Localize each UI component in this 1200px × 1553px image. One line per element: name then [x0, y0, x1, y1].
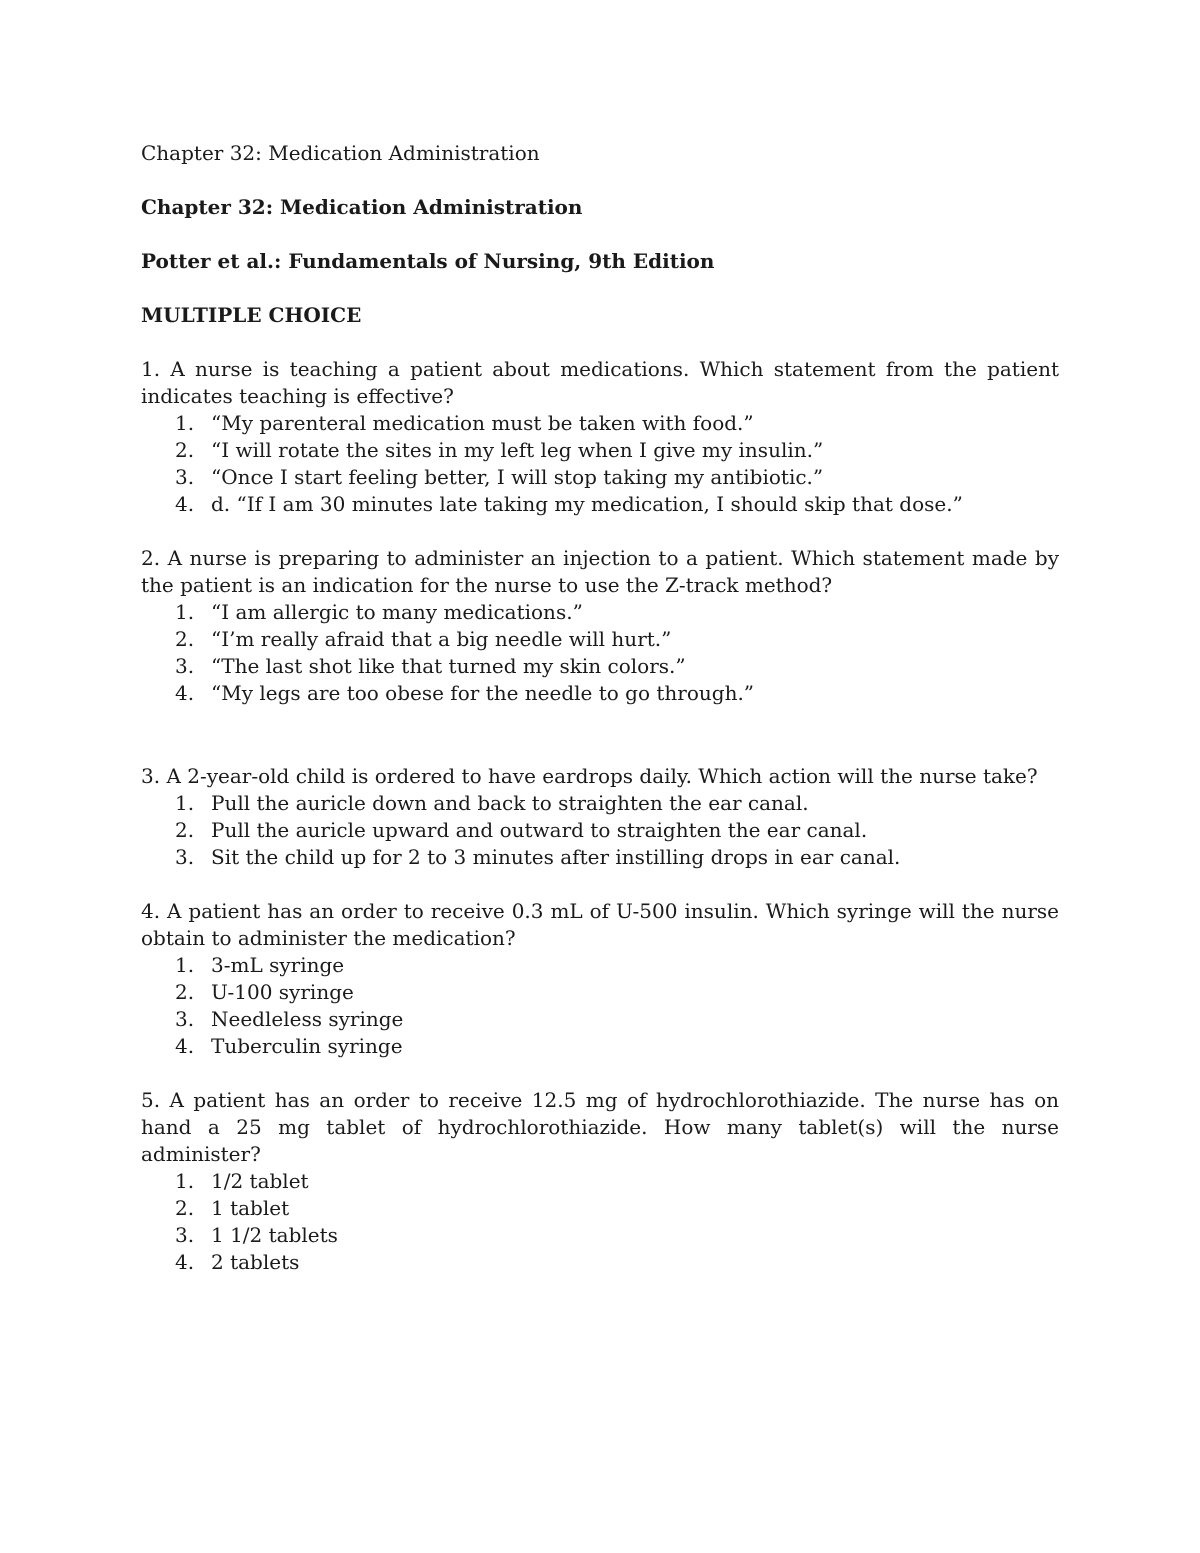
choice-number: 4. — [175, 492, 195, 516]
choice-number: 2. — [175, 818, 195, 842]
choice-number: 2. — [175, 980, 195, 1004]
choice-number: 4. — [175, 1250, 195, 1274]
choice-text: 2 tablets — [211, 1250, 300, 1274]
answer-choices — [141, 599, 1059, 707]
answer-choice — [141, 1168, 1059, 1195]
answer-choice — [141, 1006, 1059, 1033]
choice-text: Tuberculin syringe — [211, 1034, 403, 1058]
answer-choice — [141, 491, 1059, 518]
choice-number: 4. — [175, 681, 195, 705]
choice-text: U-100 syringe — [211, 980, 354, 1004]
choice-text: 1 tablet — [211, 1196, 290, 1220]
answer-choices — [141, 1168, 1059, 1276]
answer-choice — [141, 680, 1059, 707]
answer-choice — [141, 817, 1059, 844]
choice-text: “The last shot like that turned my skin colors.” — [211, 654, 686, 678]
answer-choice — [141, 464, 1059, 491]
answer-choices — [141, 952, 1059, 1060]
choice-number: 1. — [175, 600, 195, 624]
choice-number: 1. — [175, 411, 195, 435]
choice-text: “Once I start feeling better, I will stop taking my antibiotic.” — [211, 465, 824, 489]
answer-choice — [141, 979, 1059, 1006]
choice-text: Pull the auricle upward and outward to straighten the ear canal. — [211, 818, 868, 842]
answer-choices — [141, 410, 1059, 518]
answer-choice — [141, 410, 1059, 437]
question-stem: 2. A nurse is preparing to administer an injection to a patient. Which statement made by the patient is an indication for the nurse to use the Z-track method? — [141, 546, 1059, 597]
choice-text: 1/2 tablet — [211, 1169, 309, 1193]
choice-text: “My legs are too obese for the needle to go through.” — [211, 681, 755, 705]
choice-text: Pull the auricle down and back to straighten the ear canal. — [211, 791, 809, 815]
choice-text: 1 1/2 tablets — [211, 1223, 338, 1247]
choice-number: 2. — [175, 627, 195, 651]
choice-number: 1. — [175, 1169, 195, 1193]
textbook-source: Potter et al.: Fundamentals of Nursing, 9th Edition — [141, 249, 715, 273]
choice-number: 3. — [175, 465, 195, 489]
answer-choice — [141, 952, 1059, 979]
choice-text: Needleless syringe — [211, 1007, 404, 1031]
question-4 — [141, 898, 1059, 1060]
choice-number: 3. — [175, 1007, 195, 1031]
answer-choice — [141, 844, 1059, 871]
answer-choice — [141, 437, 1059, 464]
answer-choices — [141, 790, 1059, 871]
choice-text: 3-mL syringe — [211, 953, 345, 977]
choice-number: 3. — [175, 1223, 195, 1247]
answer-choice — [141, 1222, 1059, 1249]
section-heading: MULTIPLE CHOICE — [141, 303, 362, 327]
choice-text: “I will rotate the sites in my left leg when I give my insulin.” — [211, 438, 824, 462]
question-1 — [141, 356, 1059, 518]
question-stem: 4. A patient has an order to receive 0.3 mL of U-500 insulin. Which syringe will the nurse obtain to administer the medication? — [141, 899, 1059, 950]
choice-number: 1. — [175, 953, 195, 977]
choice-number: 4. — [175, 1034, 195, 1058]
choice-text: “I am allergic to many medications.” — [211, 600, 583, 624]
answer-choice — [141, 1249, 1059, 1276]
choice-number: 2. — [175, 438, 195, 462]
answer-choice — [141, 599, 1059, 626]
choice-text: “My parenteral medication must be taken with food.” — [211, 411, 754, 435]
choice-text: “I’m really afraid that a big needle will hurt.” — [211, 627, 672, 651]
answer-choice — [141, 653, 1059, 680]
choice-number: 2. — [175, 1196, 195, 1220]
choice-text: d. “If I am 30 minutes late taking my medication, I should skip that dose.” — [211, 492, 963, 516]
answer-choice — [141, 626, 1059, 653]
chapter-heading-plain: Chapter 32: Medication Administration — [141, 141, 540, 165]
answer-choice — [141, 1195, 1059, 1222]
question-3 — [141, 763, 1059, 871]
chapter-heading-bold: Chapter 32: Medication Administration — [141, 195, 583, 219]
document-page — [141, 140, 1059, 1276]
choice-number: 3. — [175, 845, 195, 869]
answer-choice — [141, 1033, 1059, 1060]
choice-number: 3. — [175, 654, 195, 678]
question-5 — [141, 1087, 1059, 1276]
question-stem: 1. A nurse is teaching a patient about medications. Which statement from the patient indicates teaching is effective? — [141, 357, 1059, 408]
answer-choice — [141, 790, 1059, 817]
question-2 — [141, 545, 1059, 707]
question-stem: 3. A 2-year-old child is ordered to have eardrops daily. Which action will the nurse take? — [141, 764, 1038, 788]
choice-number: 1. — [175, 791, 195, 815]
choice-text: Sit the child up for 2 to 3 minutes after instilling drops in ear canal. — [211, 845, 901, 869]
question-stem: 5. A patient has an order to receive 12.5 mg of hydrochlorothiazide. The nurse has on hand a 25 mg tablet of hydrochlorothiazide. How many tablet(s) will the nurse administer? — [141, 1088, 1059, 1166]
